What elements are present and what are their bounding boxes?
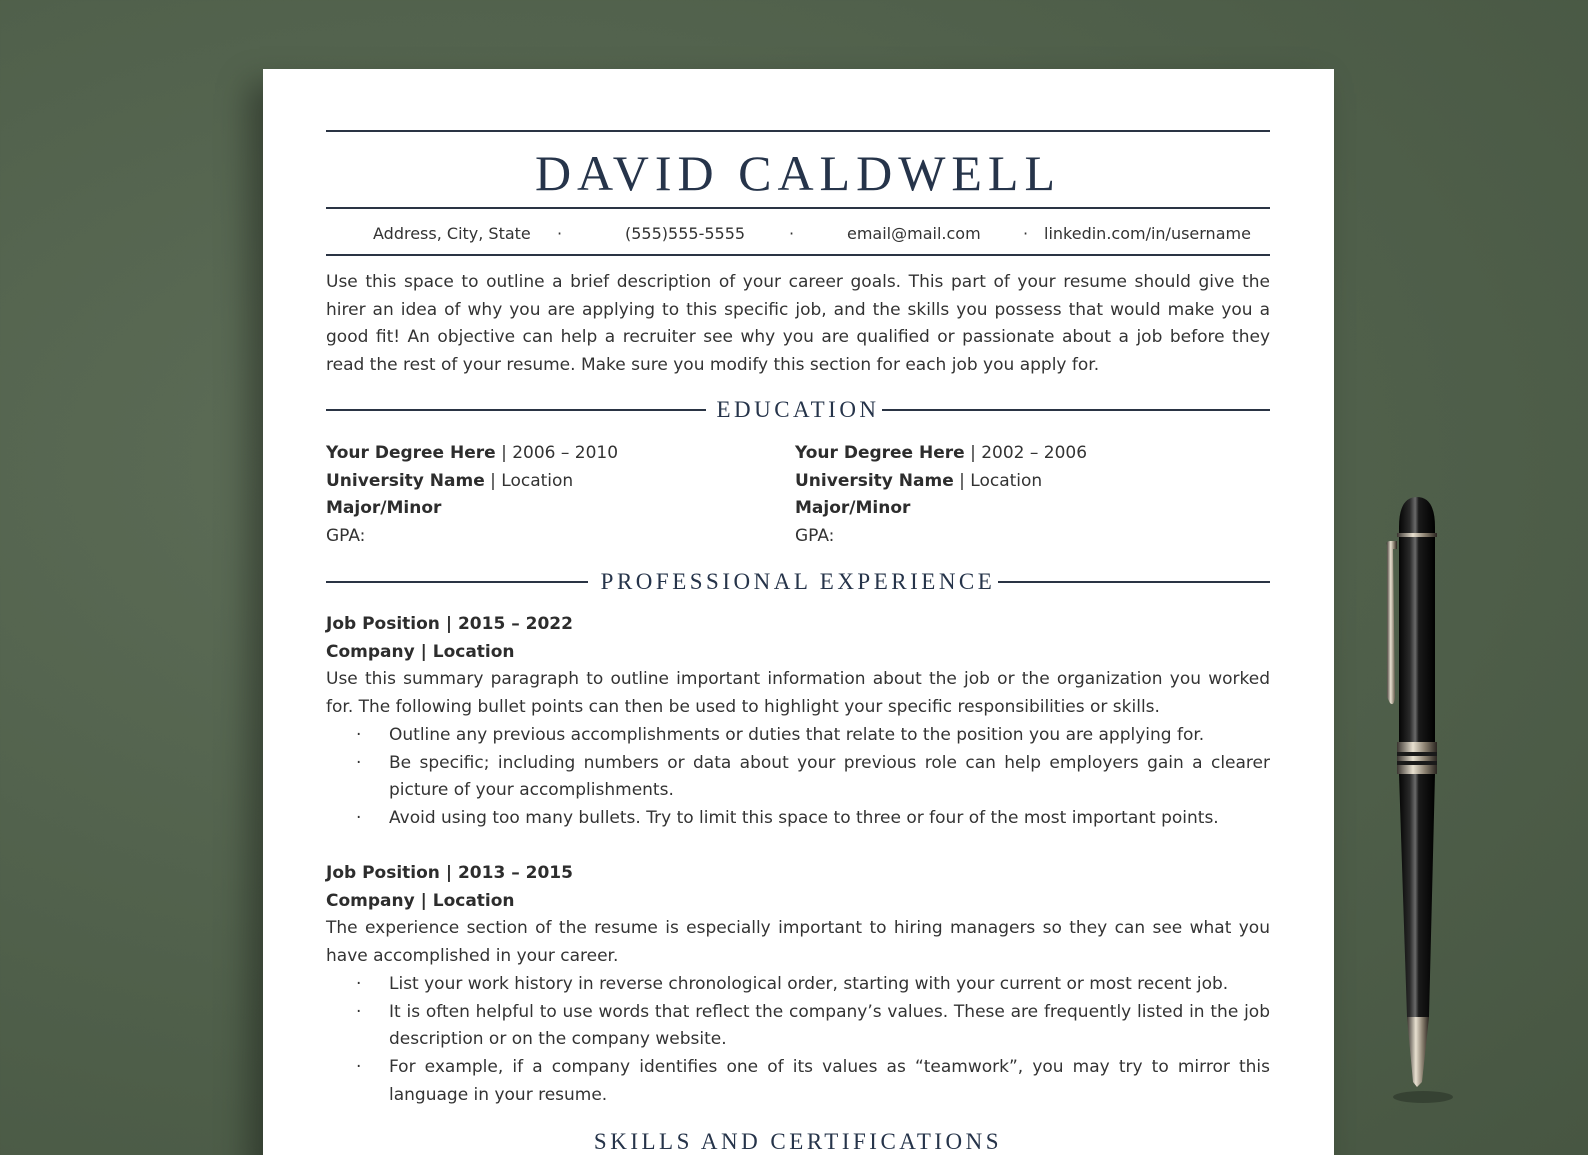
list-item	[326, 999, 1270, 1054]
job-company: Company | Location	[326, 641, 515, 662]
bullet-mark: ·	[356, 973, 362, 994]
section-title: SKILLS AND CERTIFICATIONS	[593, 1129, 1003, 1154]
gpa: GPA:	[795, 526, 835, 547]
contact-separator: ·	[789, 224, 795, 243]
job-summary: The experience section of the resume is especially important to hiring managers so they can see what you have accomplished in your career.	[326, 918, 1270, 967]
skills-heading	[326, 1127, 1270, 1155]
contact-bottom-rule	[326, 254, 1270, 256]
contact-email: email@mail.com	[847, 224, 981, 243]
bullet-text: Avoid using too many bullets. Try to limit this space to three or four of the most important points.	[389, 807, 1219, 828]
list-item	[326, 750, 1270, 805]
resume-name: DAVID CALDWELL	[534, 145, 1062, 201]
bullet-text: It is often helpful to use words that reflect the company’s values. These are frequently listed in the job description or on the company website.	[389, 1001, 1270, 1050]
contact-phone: (555)555-5555	[625, 224, 746, 243]
contact-address: Address, City, State	[373, 224, 531, 243]
bullet-text: List your work history in reverse chronological order, starting with your current or most recent job.	[389, 973, 1229, 994]
bullet-mark: ·	[356, 752, 362, 773]
university-location: | Location	[484, 470, 574, 491]
bullet-text: For example, if a company identifies one of its values as “teamwork”, you may try to mirror this language in your resume.	[389, 1056, 1270, 1105]
name-bottom-rule	[326, 207, 1270, 209]
bullet-mark: ·	[356, 724, 362, 745]
gpa: GPA:	[326, 526, 366, 547]
list-item	[326, 805, 1270, 833]
bullet-text: Outline any previous accomplishments or duties that relate to the position you are applying for.	[389, 724, 1205, 745]
bullet-mark: ·	[356, 807, 362, 828]
resume-page	[263, 69, 1334, 1155]
major-minor: Major/Minor	[326, 498, 442, 519]
contact-separator: ·	[557, 224, 563, 243]
job-company: Company | Location	[326, 890, 515, 911]
degree-years: | 2006 – 2010	[495, 443, 619, 463]
section-title: EDUCATION	[716, 397, 880, 422]
degree-name: Your Degree Here	[326, 443, 496, 463]
list-item	[326, 722, 1270, 750]
education-entry	[326, 440, 786, 551]
education-entry	[795, 440, 1255, 551]
job-entry	[326, 860, 1270, 1109]
list-item	[326, 1054, 1270, 1109]
job-bullets	[326, 722, 1270, 833]
pen-image	[1375, 497, 1465, 1107]
contact-bar	[326, 221, 1270, 247]
job-position: Job Position | 2013 – 2015	[326, 863, 573, 883]
degree-name: Your Degree Here	[795, 443, 965, 463]
experience-heading	[326, 567, 1270, 597]
job-bullets	[326, 971, 1270, 1110]
major-minor: Major/Minor	[795, 498, 911, 519]
contact-separator: ·	[1023, 224, 1029, 243]
contact-linkedin: linkedin.com/in/username	[1044, 224, 1251, 243]
job-summary: Use this summary paragraph to outline important information about the job or the organization you worked for. The following bullet points can then be used to highlight your specific responsibilities or skills.	[326, 669, 1270, 718]
university-location: | Location	[953, 470, 1043, 491]
top-rule	[326, 130, 1270, 132]
education-heading	[326, 395, 1270, 425]
degree-years: | 2002 – 2006	[964, 443, 1088, 463]
bullet-mark: ·	[356, 1001, 362, 1022]
section-title: PROFESSIONAL EXPERIENCE	[600, 569, 996, 594]
job-entry	[326, 611, 1270, 833]
bullet-text: Be specific; including numbers or data about your previous role can help employers gain a clearer picture of your accomplishments.	[389, 752, 1270, 801]
university-name: University Name	[326, 470, 485, 491]
job-position: Job Position | 2015 – 2022	[326, 614, 573, 634]
list-item	[326, 971, 1270, 999]
university-name: University Name	[795, 470, 954, 491]
objective-paragraph: Use this space to outline a brief description of your career goals. This part of your resume should give the hirer an idea of why you are applying to this specific job, and the skills you possess that would make you a good fit! An objective can help a recruiter see why you are qualified or passionate about a job before they read the rest of your resume. Make sure you modify this section for each job you apply for.	[326, 272, 1270, 376]
bullet-mark: ·	[356, 1056, 362, 1077]
